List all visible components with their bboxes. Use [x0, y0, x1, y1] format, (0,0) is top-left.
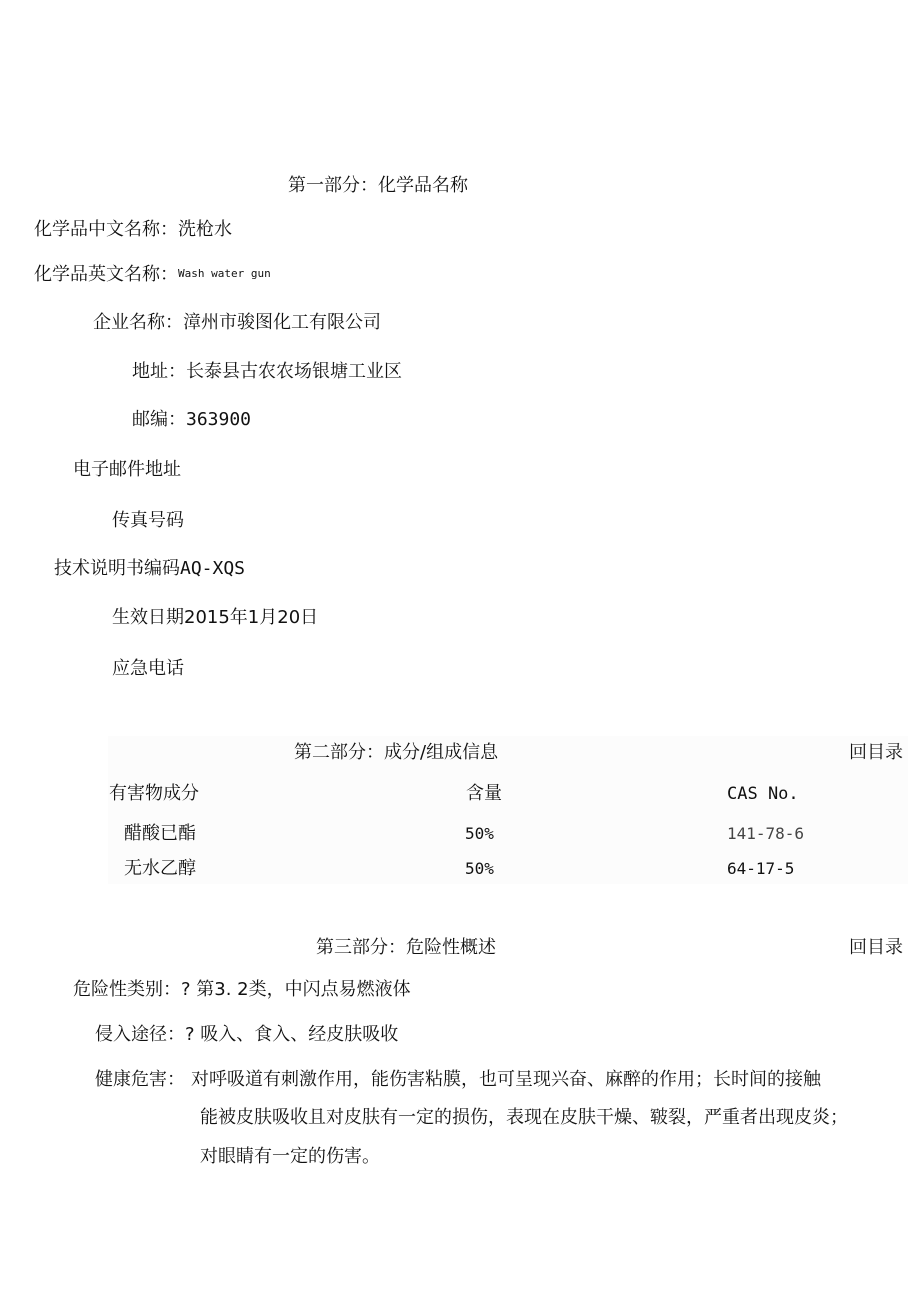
field-postcode	[132, 408, 251, 432]
table-cell-cas: 141-78-6	[727, 824, 805, 843]
section3-title: 第三部分：危险性概述	[316, 937, 496, 958]
field-email	[73, 458, 181, 482]
health-hazard-line: 对眼睛有一定的伤害。	[200, 1146, 380, 1167]
health-hazard-line: 对呼吸道有刺激作用，能伤害粘膜，也可呈现兴奋、麻醉的作用；长时间的接触	[191, 1069, 821, 1090]
section2-toc-link[interactable]: 回目录	[849, 742, 903, 763]
field-label: 应急电话	[112, 658, 184, 679]
hazard-class	[73, 978, 411, 1002]
table-header-ingredient: 有害物成分	[109, 783, 199, 804]
field-effective-date	[112, 606, 318, 630]
field-company	[93, 311, 381, 335]
field-label: 电子邮件地址	[73, 459, 181, 480]
table-cell-content: 50%	[465, 859, 494, 878]
field-label: 企业名称：	[93, 312, 183, 333]
exposure-route	[95, 1023, 398, 1047]
field-cn-name	[34, 218, 232, 242]
field-value: 2015年1月20日	[184, 607, 319, 628]
field-emergency-phone	[112, 657, 184, 681]
field-label: 技术说明书编码	[54, 558, 180, 579]
field-spec-code	[54, 557, 245, 581]
exposure-route-label: 侵入途径：	[95, 1024, 185, 1045]
exposure-route-value: ? 吸入、食入、经皮肤吸收	[185, 1024, 399, 1045]
field-value: Wash water gun	[178, 267, 271, 280]
field-fax	[112, 509, 184, 533]
health-hazard-label: 健康危害：	[95, 1069, 185, 1090]
table-cell-ingredient: 无水乙醇	[124, 858, 196, 879]
section2-title: 第二部分：成分/组成信息	[294, 742, 499, 763]
field-value: 长泰县古农农场银塘工业区	[186, 361, 402, 382]
field-value: 363900	[186, 409, 252, 430]
hazard-class-value: ? 第3. 2类，中闪点易燃液体	[181, 979, 411, 1000]
field-label: 传真号码	[112, 510, 184, 531]
health-hazard-line: 能被皮肤吸收且对皮肤有一定的损伤，表现在皮肤干燥、皲裂，严重者出现皮炎；	[200, 1107, 848, 1128]
section3-toc-link[interactable]: 回目录	[849, 937, 903, 958]
field-label: 邮编：	[132, 409, 186, 430]
field-en-name	[34, 262, 271, 287]
table-cell-ingredient: 醋酸已酯	[124, 823, 196, 844]
field-value: 漳州市骏图化工有限公司	[183, 312, 381, 333]
table-cell-content: 50%	[465, 824, 494, 843]
hazard-class-label: 危险性类别：	[73, 979, 181, 1000]
field-value: 洗枪水	[178, 219, 232, 240]
table-cell-cas: 64-17-5	[727, 859, 795, 878]
table-header-content: 含量	[466, 783, 502, 804]
field-label: 地址：	[132, 361, 186, 382]
section1-title: 第一部分：化学品名称	[288, 175, 468, 196]
field-address	[132, 360, 402, 384]
table-header-cas: CAS No.	[727, 784, 799, 804]
field-label: 生效日期	[112, 607, 184, 628]
field-label: 化学品中文名称：	[34, 219, 178, 240]
field-value: AQ-XQS	[180, 558, 246, 579]
field-label: 化学品英文名称：	[34, 264, 178, 285]
